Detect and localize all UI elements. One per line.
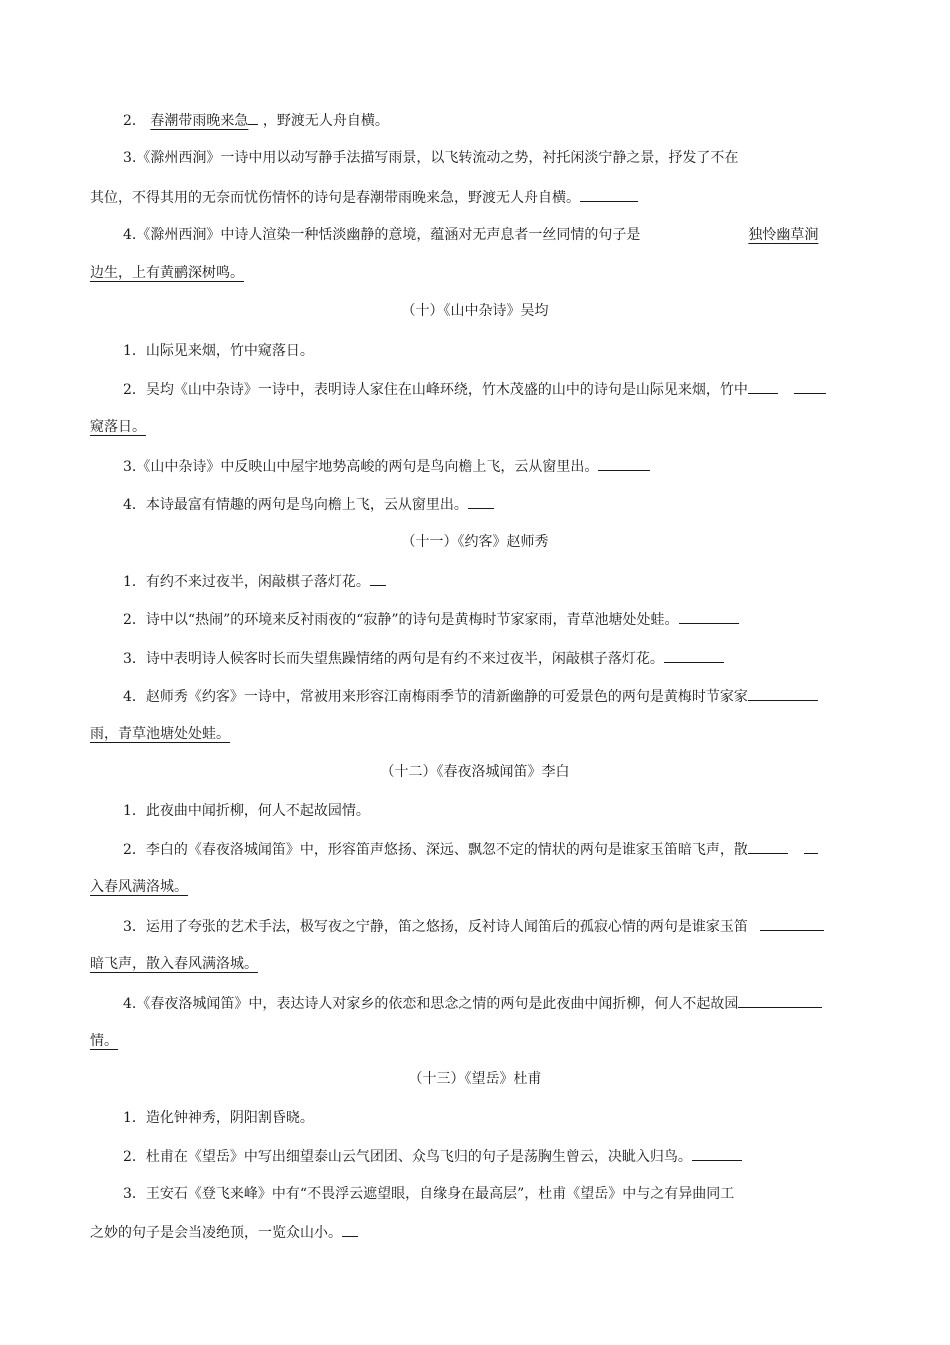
answer-blank: 暗飞声，散入春风满洛城。 <box>90 956 258 972</box>
item-line <box>123 839 818 860</box>
item-text: ，野渡无人舟自横。 <box>262 113 389 129</box>
answer-blank: 边生，上有黄鹂深树鸣。 <box>90 265 244 281</box>
blank-rule <box>664 648 724 663</box>
item-text: 4．本诗最富有情趣的两句是鸟向檐上飞，云从窗里出。 <box>123 497 468 513</box>
item-text: 1．造化钟神秀，阴阳割昏晓。 <box>123 1110 314 1126</box>
blank-rule <box>342 1222 358 1237</box>
item-line <box>90 263 244 283</box>
item-line <box>123 1184 734 1204</box>
answer-blank: 入春风满洛城。 <box>90 879 188 895</box>
item-line <box>123 609 739 630</box>
item-text: 之妙的句子是会当凌绝顶，一览众山小。 <box>90 1225 342 1241</box>
blank-rule <box>370 571 386 586</box>
blank-rule <box>748 379 778 394</box>
blank-rule <box>794 379 826 394</box>
item-line <box>123 801 370 821</box>
answer-blank: 雨，青草池塘处处蛙。 <box>90 726 230 742</box>
blank-rule <box>760 916 824 931</box>
blank-rule <box>738 993 822 1008</box>
item-line <box>90 187 638 208</box>
item-line <box>123 341 314 361</box>
section-heading: （十一）《约客》赵师秀 <box>401 534 549 550</box>
blank-rule <box>692 1146 742 1161</box>
blank-rule <box>804 839 818 854</box>
item-text: 2．李白的《春夜洛城闻笛》中，形容笛声悠扬、深远、飘忽不定的情状的两句是谁家玉笛暗飞声，散 <box>123 842 748 858</box>
blank-rule <box>679 609 739 624</box>
item-text: 3．诗中表明诗人候客时长而失望焦躁情绪的两句是有约不来过夜半，闲敲棋子落灯花。 <box>123 651 664 667</box>
item-text: 1．此夜曲中闻折柳，何人不起故园情。 <box>123 803 370 819</box>
item-line <box>123 494 494 515</box>
item-line <box>123 1146 742 1167</box>
blank-rule <box>598 456 650 471</box>
item-text: 1．山际见来烟，竹中窥落日。 <box>123 343 314 359</box>
answer-blank: 春潮带雨晚来急 <box>150 113 249 129</box>
item-line <box>90 724 230 744</box>
item-text: 4.《春夜洛城闻笛》中，表达诗人对家乡的依恋和思念之情的两句是此夜曲中闻折柳，何人不起故园 <box>123 996 739 1012</box>
item-line <box>123 456 650 477</box>
blank-rule <box>468 494 494 509</box>
item-number: 2． <box>123 113 146 129</box>
blank-rule <box>748 686 818 701</box>
item-line <box>123 571 386 592</box>
item-line <box>90 1222 358 1243</box>
item-line <box>123 916 824 937</box>
item-text: 1．有约不来过夜半，闲敲棋子落灯花。 <box>123 574 370 590</box>
item-line <box>90 417 146 437</box>
answer-blank: 独怜幽草涧 <box>748 227 819 243</box>
blank-rule <box>748 839 788 854</box>
item-line <box>123 1108 314 1128</box>
item-line <box>123 648 724 669</box>
item-text: 3．王安石《登飞来峰》中有“不畏浮云遮望眼，自缘身在最高层”，杜甫《望岳》中与之有异曲同工 <box>123 1186 735 1202</box>
item-line <box>123 686 818 707</box>
item-text: 4．赵师秀《约客》一诗中，常被用来形容江南梅雨季节的清新幽静的可爱景色的两句是黄梅时节家家 <box>123 689 748 705</box>
item-line <box>123 110 389 131</box>
section-heading: （十三）《望岳》杜甫 <box>408 1071 542 1087</box>
item-line <box>123 379 826 400</box>
section-heading: （十二）《春夜洛城闻笛》李白 <box>380 764 570 780</box>
item-line <box>123 148 738 168</box>
item-text: 3.《山中杂诗》中反映山中屋宇地势高峻的两句是鸟向檐上飞，云从窗里出。 <box>123 459 599 475</box>
item-text: 4.《滁州西涧》中诗人渲染一种恬淡幽静的意境，蕴涵对无声息者一丝同情的句子是 <box>123 227 641 243</box>
item-text: 2．诗中以“热闹”的环境来反衬雨夜的“寂静”的诗句是黄梅时节家家雨，青草池塘处处蛙。 <box>123 612 679 628</box>
item-text: 2．杜甫在《望岳》中写出细望泰山云气团团、众鸟飞归的句子是荡胸生曾云，决眦入归鸟。 <box>123 1149 692 1165</box>
item-line <box>90 877 188 897</box>
section-heading: （十）《山中杂诗》吴均 <box>401 303 549 319</box>
blank-rule <box>580 187 638 202</box>
item-line <box>90 954 258 974</box>
answer-blank: 情。 <box>90 1033 118 1049</box>
item-text: 2．吴均《山中杂诗》一诗中，表明诗人家住在山峰环绕，竹木茂盛的山中的诗句是山际见来烟，竹中 <box>123 382 748 398</box>
item-line <box>123 993 822 1014</box>
item-text: 3．运用了夸张的艺术手法，极写夜之宁静，笛之悠扬，反衬诗人闻笛后的孤寂心情的两句是谁家玉笛 <box>123 919 748 935</box>
answer-blank: 窥落日。 <box>90 419 146 435</box>
item-line <box>123 225 818 245</box>
item-text: 3.《滁州西涧》一诗中用以动写静手法描写雨景，以飞转流动之势，衬托闲淡宁静之景，抒发了不在 <box>123 150 739 166</box>
item-line <box>90 1031 118 1051</box>
blank-rule <box>248 110 258 125</box>
item-text: 其位，不得其用的无奈而忧伤情怀的诗句是春潮带雨晚来急，野渡无人舟自横。 <box>90 190 580 206</box>
